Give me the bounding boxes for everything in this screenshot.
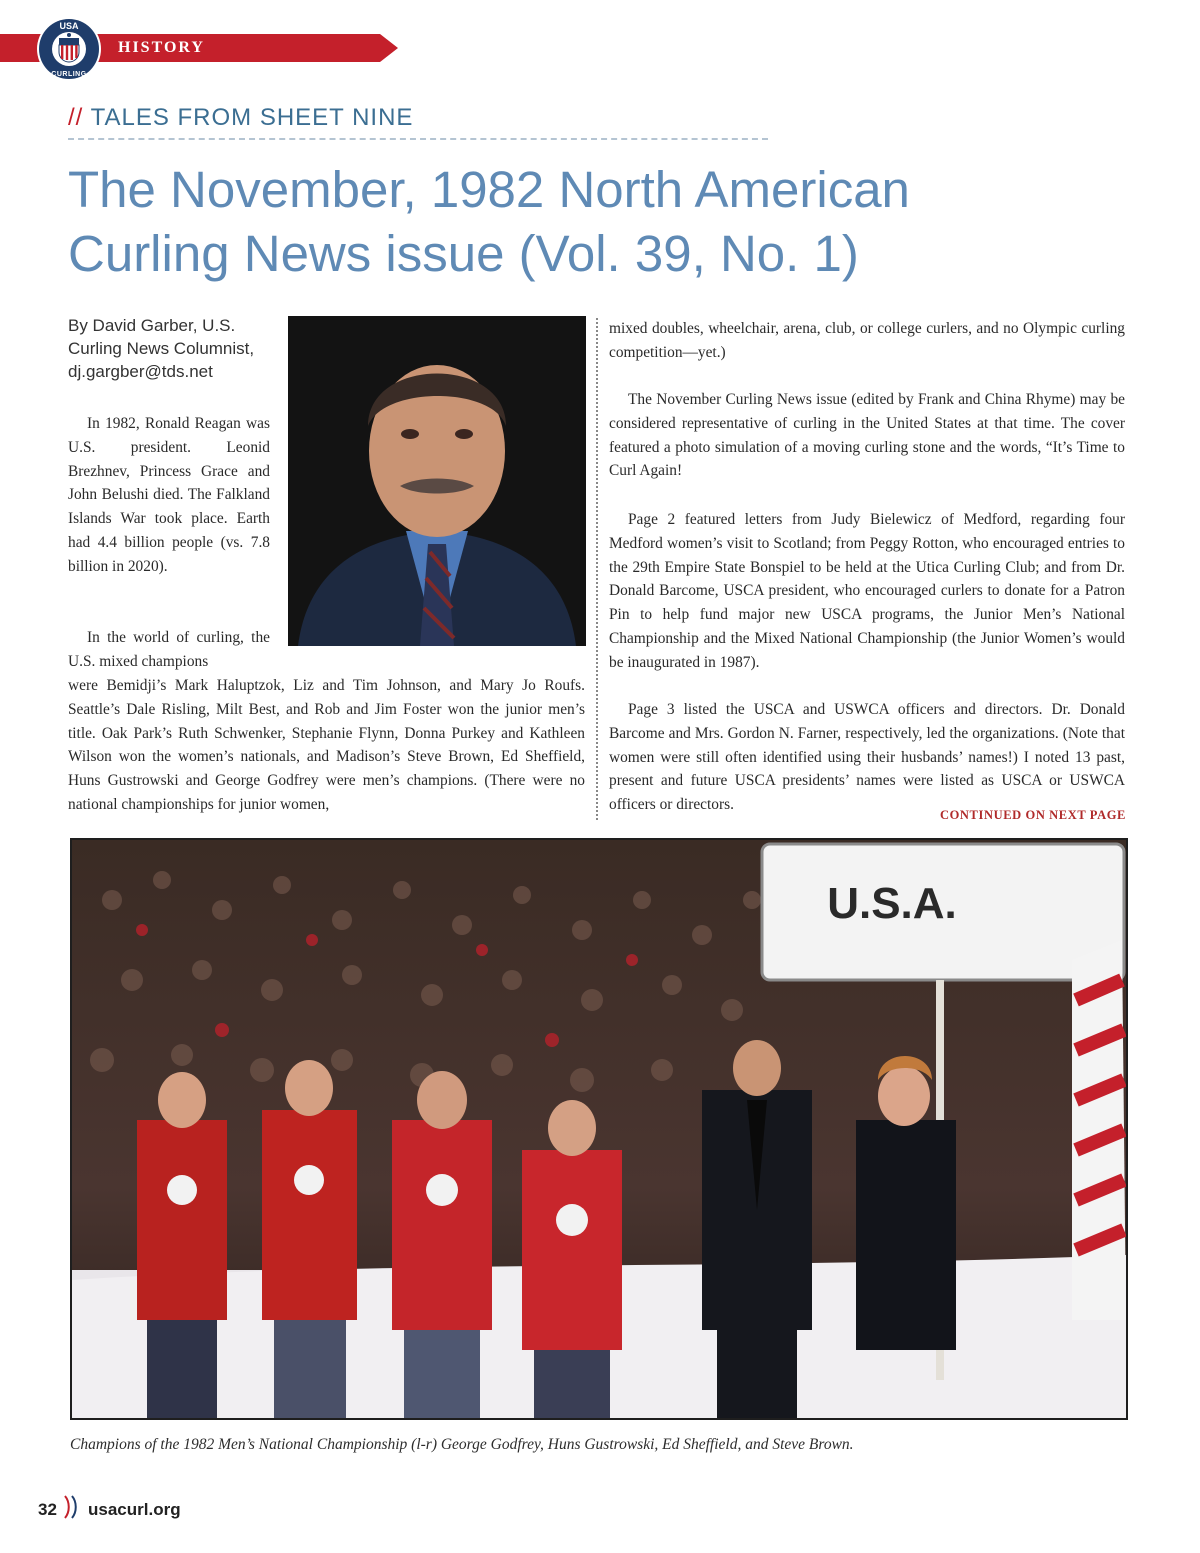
- photo-sign-text: U.S.A.: [827, 879, 957, 928]
- photo-caption: Champions of the 1982 Men’s National Championship (l-r) George Godfrey, Huns Gustrowski, Ed Sheffield, and Steve Brown.: [70, 1436, 854, 1453]
- section-banner-arrow: [380, 34, 398, 62]
- paragraph-3: The November Curling News issue (edited by Frank and China Rhyme) may be considered representative of curling in the United States at that time. The cover featured a photo simulation of a moving curling stone and the words, “It’s Time to Curl Again!: [609, 391, 1125, 480]
- byline: [68, 314, 283, 383]
- site-url[interactable]: usacurl.org: [88, 1500, 181, 1519]
- column-divider: [596, 318, 598, 820]
- kicker-text: TALES FROM SHEET NINE: [90, 104, 414, 131]
- paragraph-1: In 1982, Ronald Reagan was U.S. president. Leonid Brezhnev, Princess Grace and John Belushi died. The Falkland Islands War took place. Earth had 4.4 billion people (vs. 7.8 billion in 2020).: [68, 415, 270, 575]
- paragraph-2-start: In the world of curling, the U.S. mixed champions: [68, 629, 270, 670]
- article-kicker: [68, 104, 413, 132]
- team-photo-illustration: [72, 840, 1126, 1418]
- page-number: 32: [38, 1500, 57, 1519]
- paragraph-2-end: mixed doubles, wheelchair, arena, club, or college curlers, and no Olympic curling competition—yet.): [609, 320, 1125, 361]
- double-parenthesis-icon: [60, 1494, 84, 1520]
- paragraph-4: Page 2 featured letters from Judy Bielewicz of Medford, regarding four Medford women’s visit to Scotland; from Peggy Rotton, who encouraged entries to the 29th Empire State Bonspiel to be held at the Utica Curling Club; and from Dr. Donald Barcome, USCA president, who encouraged curlers to donate for a Patron Pin to help fund major new USCA programs, the Junior Men’s National Championship and the Mixed National Championship (the Junior Women’s would be inaugurated in 1987).: [609, 511, 1125, 671]
- paragraph-2-continued: were Bemidji’s Mark Haluptzok, Liz and Tim Johnson, and Mary Jo Roufs. Seattle’s Dale Risling, Milt Best, and Rob and Jim Foster won the junior men’s title. Oak Park’s Ruth Schwenker, Stephanie Flynn, Donna Purkey and Kathleen Wilson won the women’s nationals, and Madison’s Steve Brown, Ed Sheffield, Huns Gustrowski and George Godfrey were men’s champions. (There were no national championships for junior women,: [68, 677, 585, 813]
- article-headline: [68, 158, 1128, 286]
- kicker-slashes: //: [68, 104, 84, 131]
- continued-on-next-page: CONTINUED ON NEXT PAGE: [939, 808, 1126, 822]
- byline-role: Curling News Columnist,: [68, 339, 255, 358]
- usa-curling-logo: [36, 16, 102, 82]
- byline-author: By David Garber, U.S.: [68, 316, 236, 335]
- logo-bottom-text: CURLING: [51, 71, 87, 78]
- headline-line-2: Curling News issue (Vol. 39, No. 1): [68, 225, 859, 282]
- headline-line-1: The November, 1982 North American: [68, 161, 910, 218]
- section-label: HISTORY: [118, 39, 205, 56]
- author-portrait: [288, 316, 586, 646]
- paragraph-5: Page 3 listed the USCA and USWCA officers and directors. Dr. Donald Barcome and Mrs. Gordon N. Farner, respectively, led the organizations. (Note that women were still often identified using their husbands’ names!) I noted 13 past, present and future USCA presidents’ names were listed as USCA or USWCA officers or directors.: [609, 701, 1125, 814]
- byline-email: dj.gargber@tds.net: [68, 362, 213, 381]
- logo-top-text: USA: [59, 21, 79, 31]
- team-photo: [70, 838, 1128, 1420]
- kicker-rule: [68, 138, 768, 140]
